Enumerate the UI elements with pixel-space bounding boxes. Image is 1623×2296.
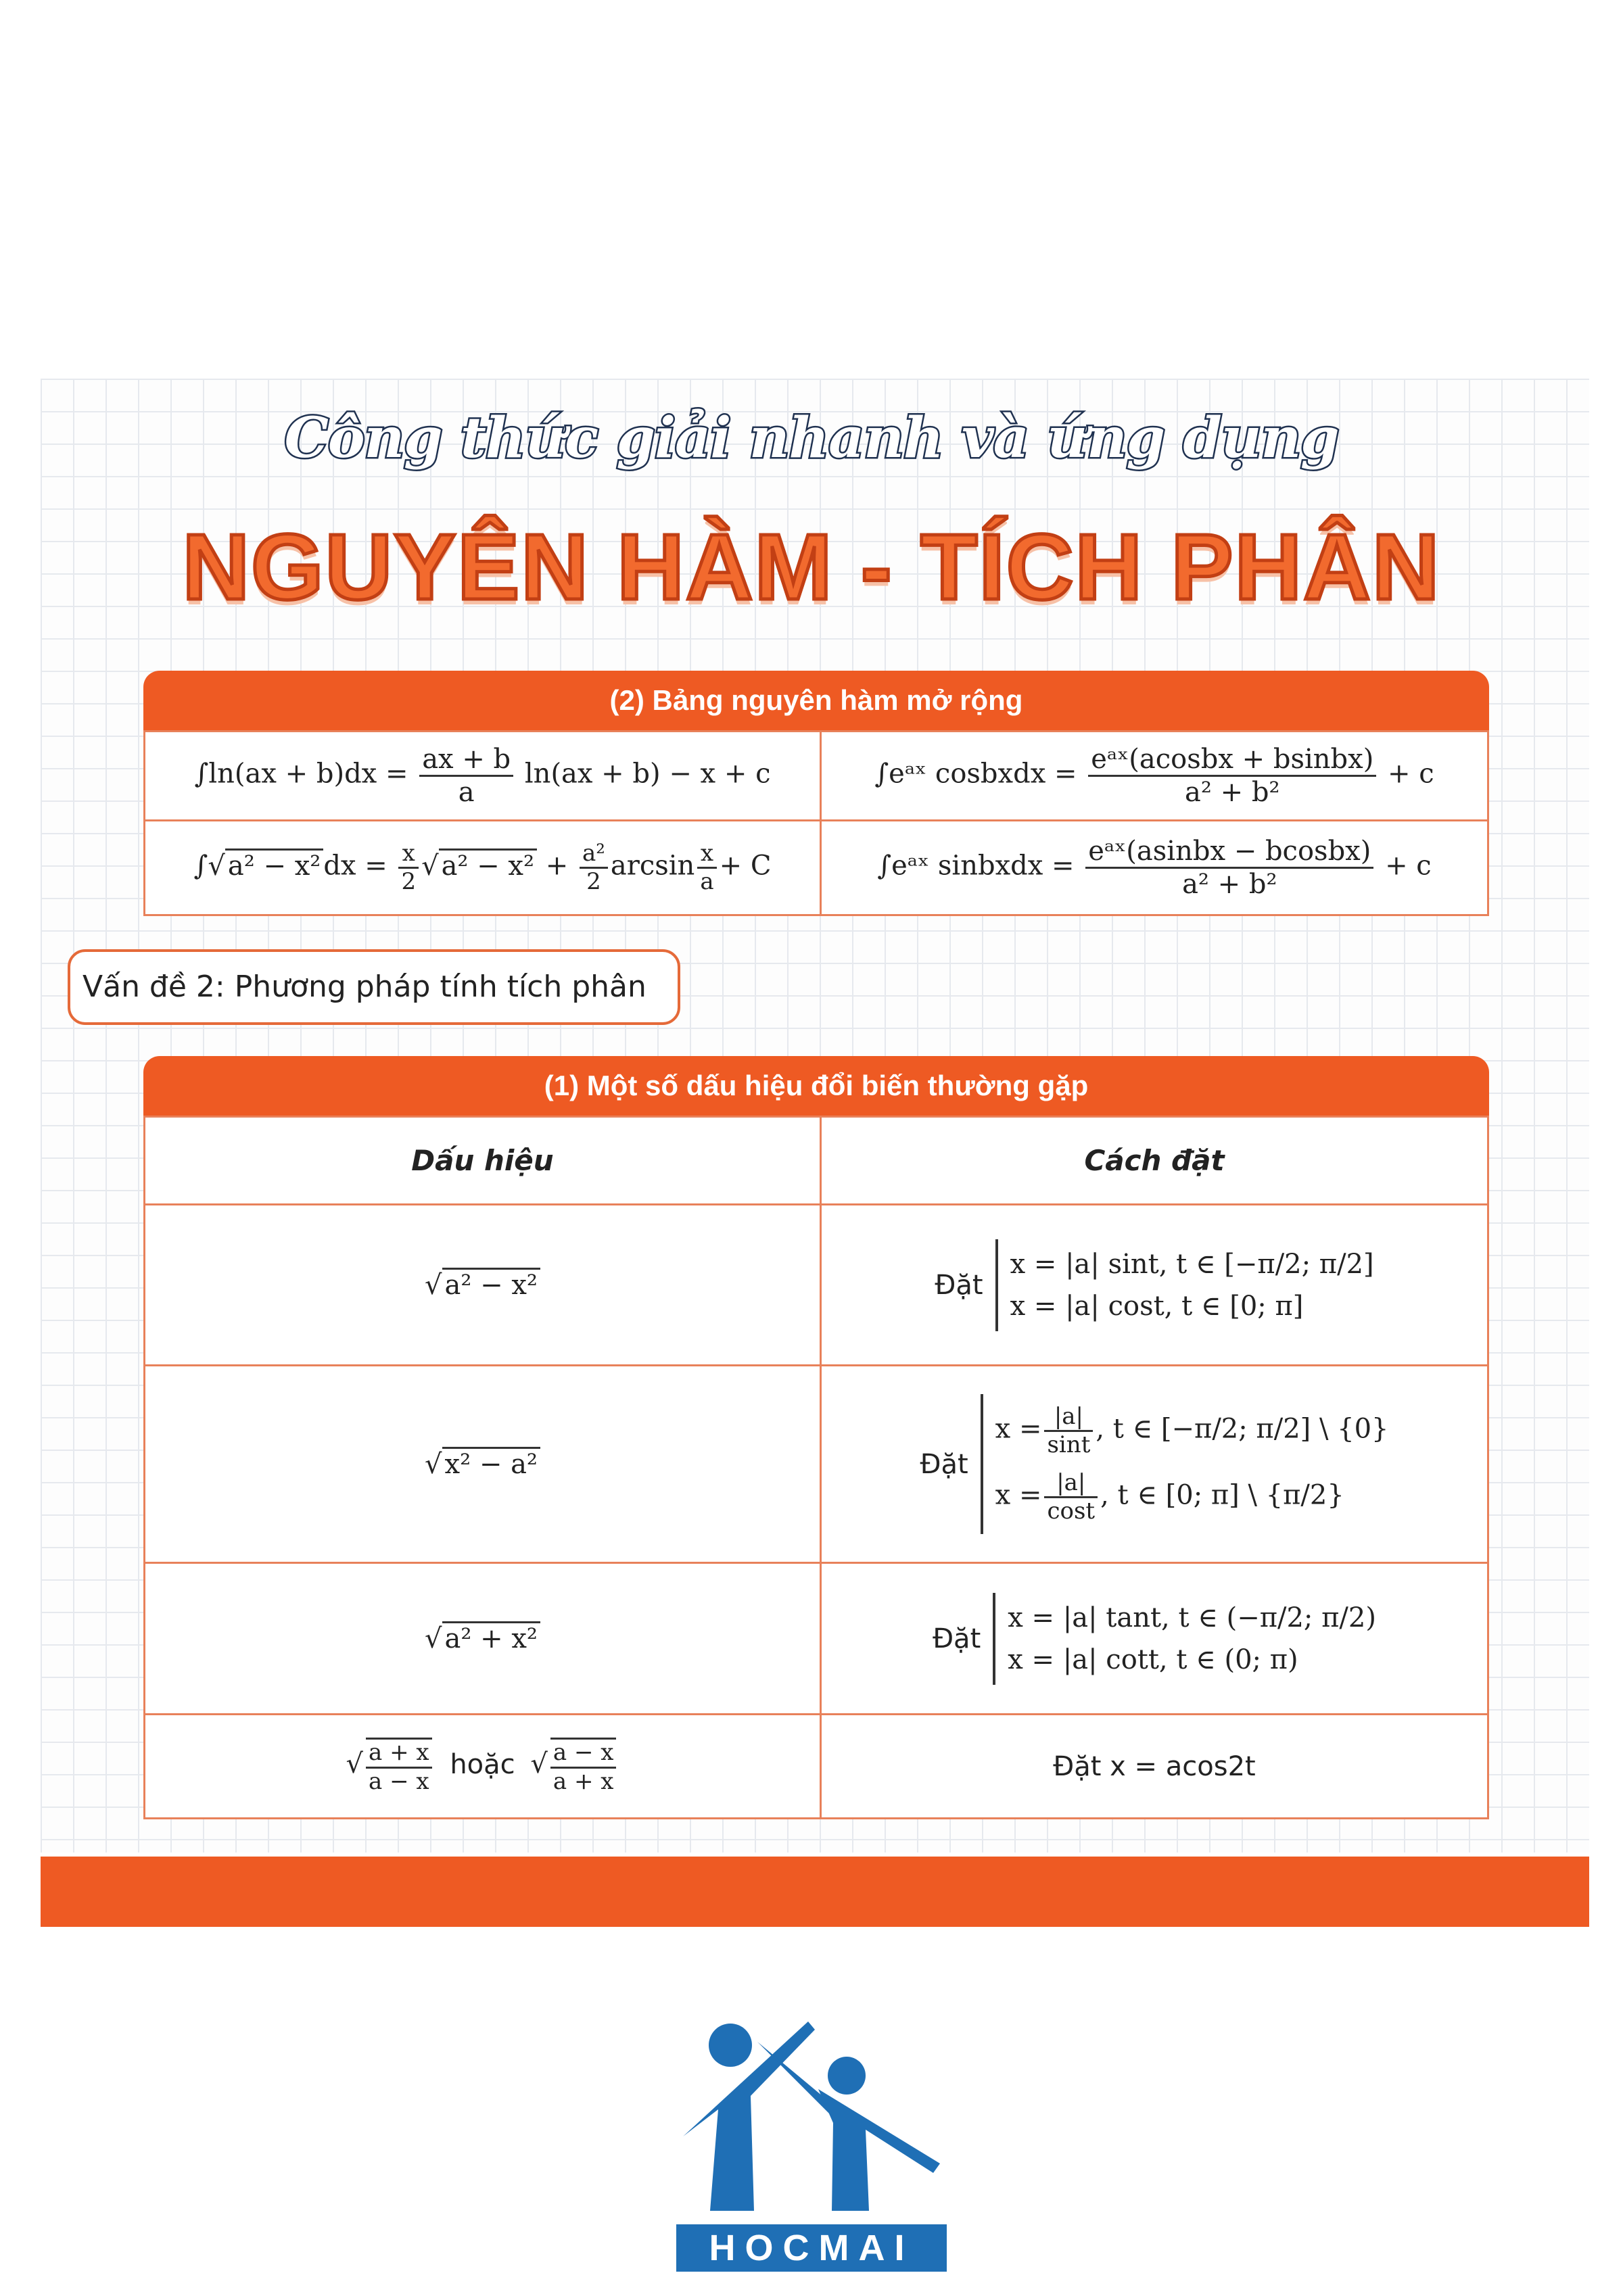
page-title: NGUYÊN HÀM - TÍCH PHÂN [182,515,1441,619]
antiderivative-table [143,730,1489,916]
hocmai-logo [669,2008,954,2278]
problem-box: Vấn đề 2: Phương pháp tính tích phân [68,949,680,1025]
method-1: Đặt x = |a| sint, t ∈ [−π/2; π/2] x = |a| cost, t ∈ [0; π] [821,1205,1488,1366]
logo-text: HOCMAI [676,2224,947,2272]
formula-exp-sin: ∫eᵃˣ sinbxdx = $\frac{\text{eᵃˣ(asinbx − bcosbx)}}{\text{a² + b²}}$ + c [821,821,1488,915]
formula-exp-cos: ∫eᵃˣ cosbxdx = $\frac{\text{eᵃˣ(acosbx + bsinbx)}}{\text{a² + b²}}$ + c [821,732,1488,821]
method-3: Đặt x = |a| tant, t ∈ (−π/2; π/2) x = |a| cott, t ∈ (0; π) [821,1563,1488,1715]
footer-bar [41,1857,1589,1927]
page-subtitle: Công thức giải nhanh và ứng dụng [284,406,1339,471]
formula-sqrt: ∫√ a² − x² dx = $\frac{x}{2}$ √ a² − x² + $\frac{\text{a²}}{2}$ arcsin $\frac{x}{a}$ + C [145,821,821,915]
col-method-header: Cách đặt [821,1117,1488,1205]
method-2: Đặt x = $\frac{|a|}{\sin t}$ , t ∈ [−π/2; π/2] \ {0} x = $\frac{|a|}{\cos t}$ , t ∈ [0; π] \ {π/2} [821,1366,1488,1563]
formula-ln: ∫ln(ax + b)dx = $\frac{ax + b}{a}$ ln(ax + b) − x + c [145,732,821,821]
substitution-table [143,1116,1489,1819]
family-icon [669,2008,954,2224]
method-4: Đặt x = acos2t [821,1715,1488,1819]
sign-3: √ a² + x² [145,1563,821,1715]
sign-4: √ $\frac{a + x}{a - x}$ hoặc √ $\frac{a - x}{a + x}$ [145,1715,821,1819]
sign-1: √ a² − x² [145,1205,821,1366]
sign-2: √ x² − a² [145,1366,821,1563]
col-sign-header: Dấu hiệu [145,1117,821,1205]
table1-header: (2) Bảng nguyên hàm mở rộng [143,671,1489,730]
table2-header: (1) Một số dấu hiệu đổi biến thường gặp [143,1056,1489,1116]
